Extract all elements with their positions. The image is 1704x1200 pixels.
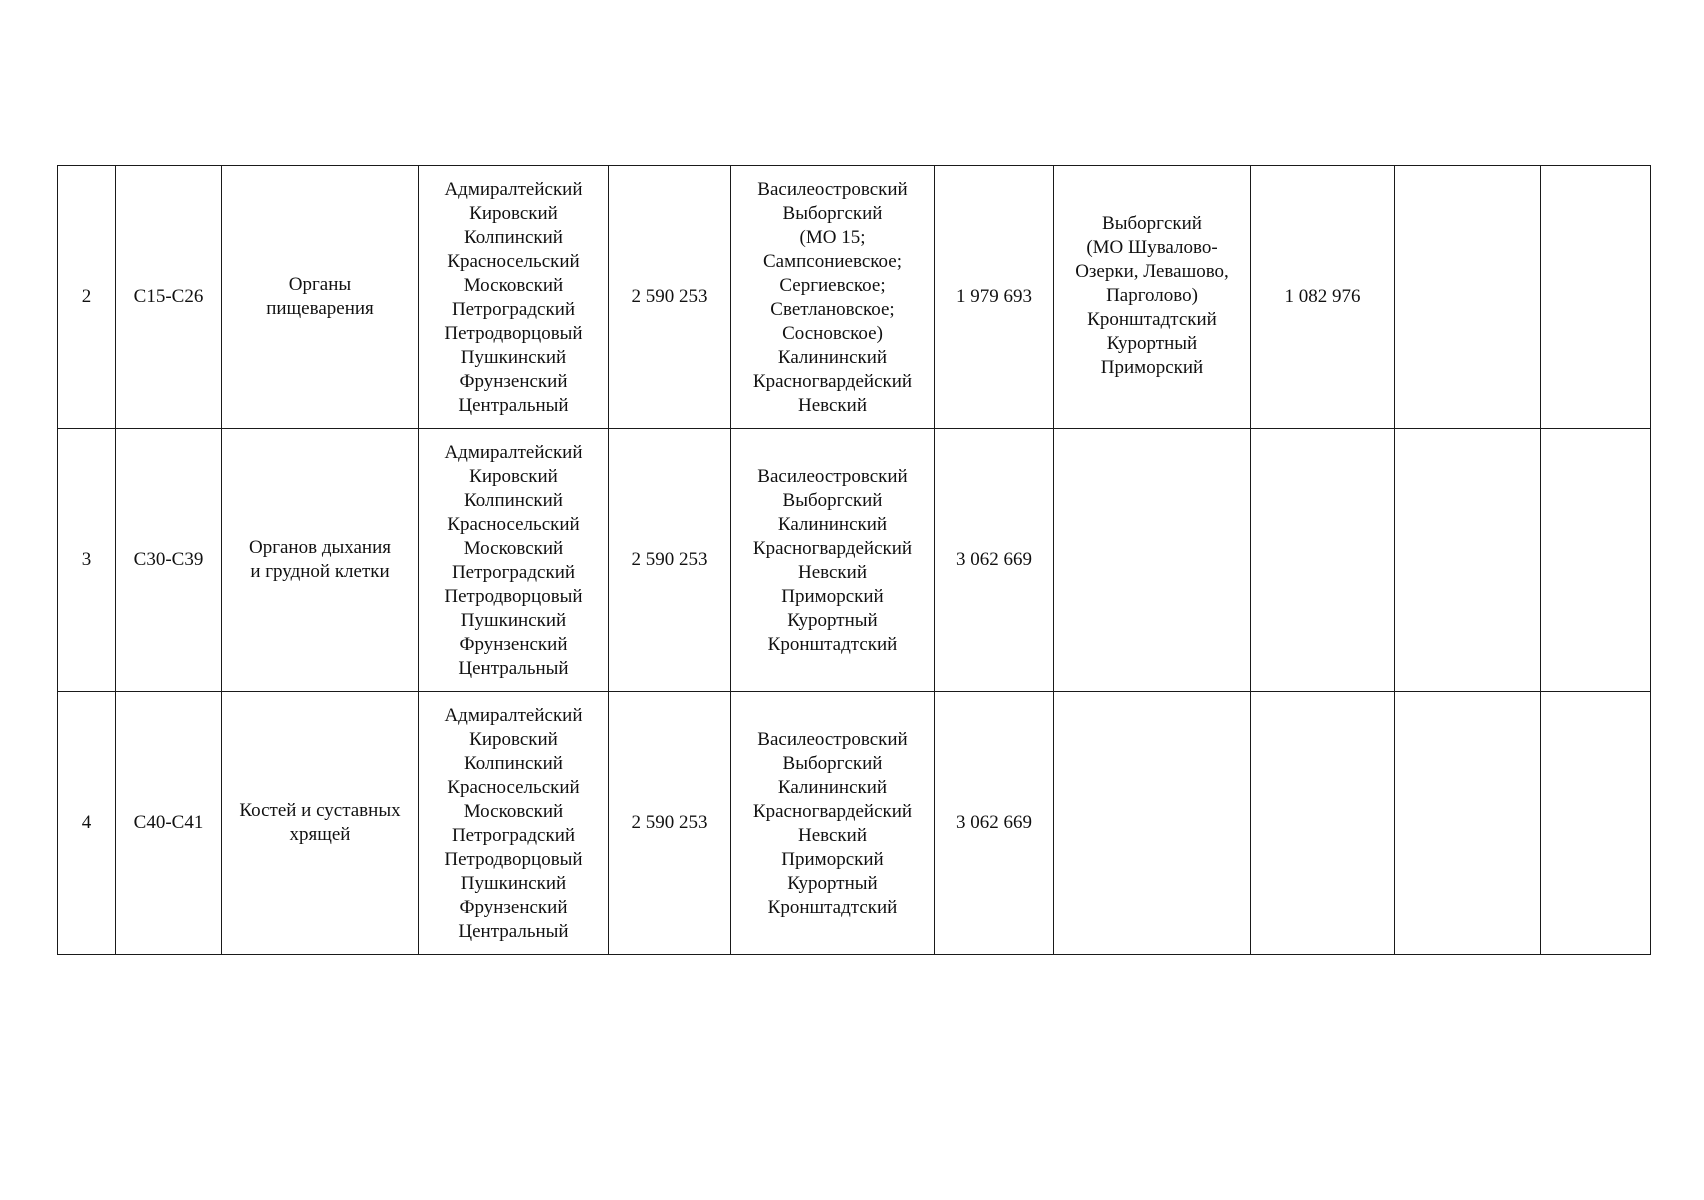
districts-group-b: Василеостровский Выборгский Калининский Красногвардейский Невский Приморский Курортный Кронштадтский	[731, 692, 935, 955]
districts-group-c	[1054, 692, 1251, 955]
districts-group-b: Василеостровский Выборгский (МО 15; Сампсониевское; Сергиевское; Светлановское; Сосновское) Калининский Красногвардейский Невский	[731, 166, 935, 429]
organ-name: Органы пищеварения	[222, 166, 419, 429]
sum-group-a: 2 590 253	[609, 692, 731, 955]
row-number: 4	[58, 692, 116, 955]
sum-group-a: 2 590 253	[609, 429, 731, 692]
extra-cell-1	[1395, 166, 1541, 429]
districts-table	[57, 165, 1651, 955]
sum-group-b: 1 979 693	[935, 166, 1054, 429]
icd-code: C40-C41	[116, 692, 222, 955]
table-row	[58, 692, 1651, 955]
extra-cell-1	[1395, 692, 1541, 955]
table-row	[58, 429, 1651, 692]
extra-cell-2	[1541, 692, 1651, 955]
sum-group-a: 2 590 253	[609, 166, 731, 429]
icd-code: C15-C26	[116, 166, 222, 429]
sum-group-c	[1251, 692, 1395, 955]
organ-name: Костей и суставных хрящей	[222, 692, 419, 955]
sum-group-c	[1251, 429, 1395, 692]
sum-group-b: 3 062 669	[935, 692, 1054, 955]
table-row	[58, 166, 1651, 429]
districts-group-a: Адмиралтейский Кировский Колпинский Красносельский Московский Петроградский Петродворцовый Пушкинский Фрунзенский Центральный	[419, 429, 609, 692]
districts-group-c	[1054, 429, 1251, 692]
row-number: 3	[58, 429, 116, 692]
extra-cell-2	[1541, 166, 1651, 429]
extra-cell-1	[1395, 429, 1541, 692]
row-number: 2	[58, 166, 116, 429]
icd-code: C30-C39	[116, 429, 222, 692]
extra-cell-2	[1541, 429, 1651, 692]
districts-group-b: Василеостровский Выборгский Калининский Красногвардейский Невский Приморский Курортный Кронштадтский	[731, 429, 935, 692]
districts-group-c: Выборгский (МО Шувалово- Озерки, Левашово, Парголово) Кронштадтский Курортный Приморский	[1054, 166, 1251, 429]
districts-group-a: Адмиралтейский Кировский Колпинский Красносельский Московский Петроградский Петродворцовый Пушкинский Фрунзенский Центральный	[419, 166, 609, 429]
sum-group-c: 1 082 976	[1251, 166, 1395, 429]
sum-group-b: 3 062 669	[935, 429, 1054, 692]
districts-group-a: Адмиралтейский Кировский Колпинский Красносельский Московский Петроградский Петродворцовый Пушкинский Фрунзенский Центральный	[419, 692, 609, 955]
organ-name: Органов дыхания и грудной клетки	[222, 429, 419, 692]
